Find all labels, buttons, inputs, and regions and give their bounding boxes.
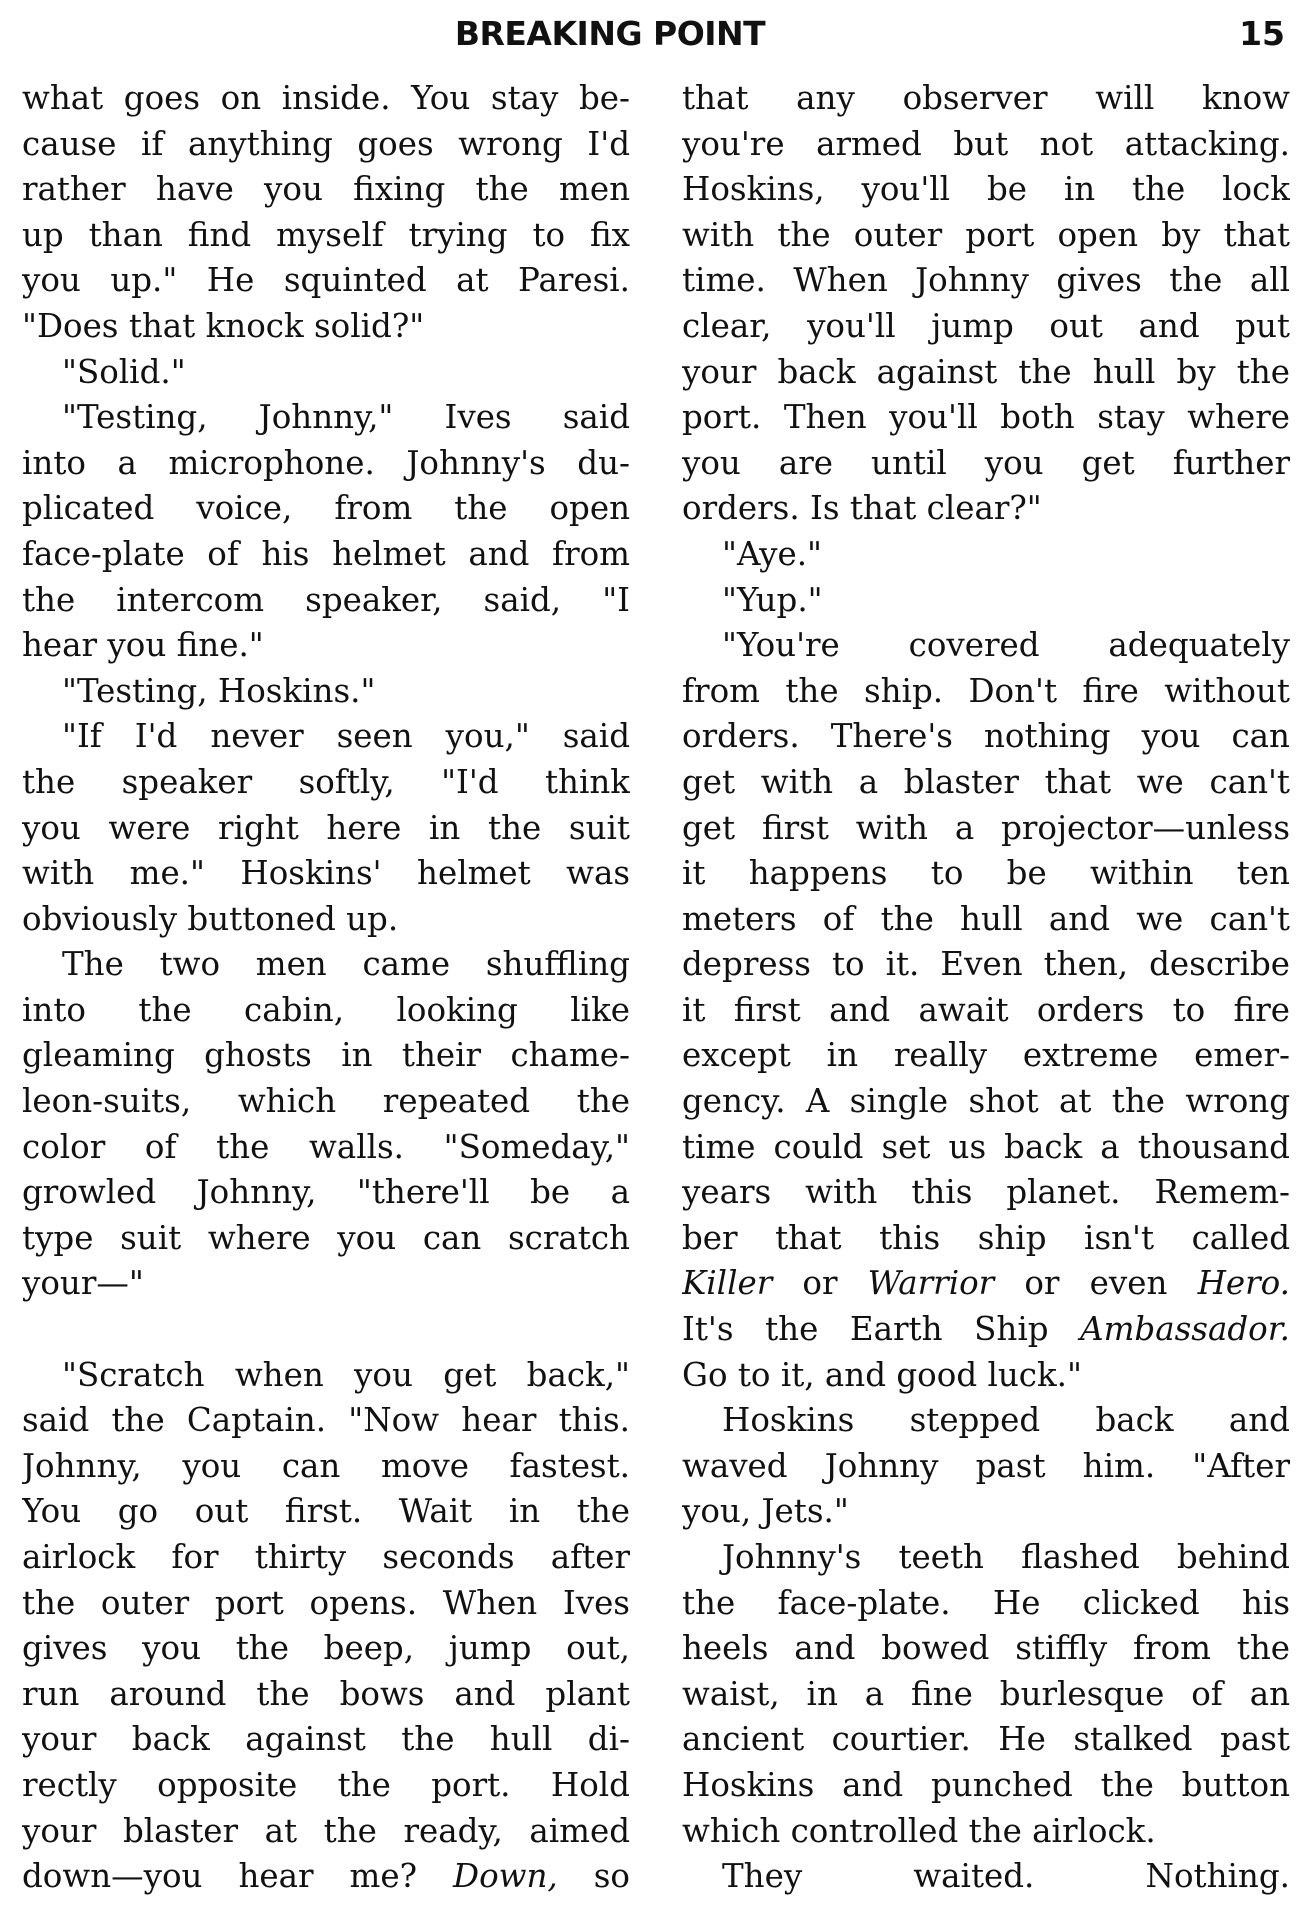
text-line: They waited. Nothing.: [722, 1857, 1290, 1896]
text-line: rather have you fixing the men: [22, 170, 630, 209]
text-segment: down—you hear me?: [22, 1857, 454, 1896]
text-line: you up." He squinted at Paresi.: [22, 261, 630, 300]
text-line: that any observer will know: [682, 79, 1290, 117]
text-segment: It's the Earth Ship: [682, 1310, 1081, 1349]
running-title: BREAKING POINT: [454, 14, 766, 53]
text-line: run around the bows and plant: [22, 1674, 630, 1713]
text-line: "Testing, Johnny," Ives said: [62, 398, 630, 437]
text-line: you're armed but not attacking.: [682, 124, 1290, 163]
text-line: growled Johnny, "there'll be a: [22, 1173, 630, 1212]
text-line: Hoskins and punched the button: [682, 1765, 1290, 1804]
text-line: "Aye.": [722, 534, 822, 573]
italic-text: Ambassador.: [1080, 1310, 1290, 1349]
text-line: your—": [22, 1264, 144, 1303]
text-line: Johnny, you can move fastest.: [22, 1446, 630, 1485]
text-line: [682, 1307, 1290, 1353]
right-text-column: [682, 76, 1290, 1900]
text-line: Hoskins stepped back and: [722, 1401, 1290, 1440]
text-line: hear you fine.": [22, 626, 264, 665]
text-line: it happens to be within ten: [682, 854, 1290, 893]
text-line: The two men came shuffling: [62, 945, 630, 984]
text-line: with the outer port open by that: [682, 215, 1290, 254]
text-line: ber that this ship isn't called: [682, 1218, 1290, 1257]
text-line: port. Then you'll both stay where: [682, 398, 1290, 437]
text-line: airlock for thirty seconds after: [22, 1538, 630, 1576]
text-line: your back against the hull by the: [682, 352, 1290, 391]
text-line: [22, 1854, 630, 1900]
text-segment: so: [557, 1857, 630, 1896]
text-line: your back against the hull di-: [22, 1720, 630, 1759]
text-line: into a microphone. Johnny's du-: [22, 443, 630, 482]
text-line: time. When Johnny gives the all: [682, 261, 1290, 300]
text-line: into the cabin, looking like: [22, 990, 630, 1029]
text-line: Johnny's teeth flashed behind: [722, 1538, 1290, 1576]
text-line: obviously buttoned up.: [22, 899, 399, 938]
text-line: get with a blaster that we can't: [682, 762, 1290, 801]
text-line: meters of the hull and we can't: [682, 899, 1290, 938]
text-line: color of the walls. "Someday,": [22, 1127, 630, 1166]
text-line: it first and await orders to fire: [682, 990, 1290, 1029]
text-line: plicated voice, from the open: [22, 489, 630, 528]
italic-text: Warrior: [867, 1264, 995, 1303]
text-line: time could set us back a thousand: [682, 1127, 1290, 1166]
text-line: "Solid.": [62, 352, 186, 391]
text-line: except in really extreme emer-: [682, 1036, 1290, 1075]
left-text-column: [22, 76, 630, 1900]
text-line: "Does that knock solid?": [22, 306, 425, 345]
text-line: which controlled the airlock.: [682, 1811, 1156, 1850]
page-number: 15: [1239, 14, 1285, 53]
text-line: get first with a projector—unless: [682, 808, 1290, 847]
text-line: Hoskins, you'll be in the lock: [682, 170, 1290, 209]
italic-text: Killer: [682, 1264, 773, 1303]
text-line: leon-suits, which repeated the: [22, 1082, 630, 1121]
text-line: your blaster at the ready, aimed: [22, 1811, 630, 1850]
text-line: years with this planet. Remem-: [682, 1173, 1290, 1212]
text-line: gleaming ghosts in their chame-: [22, 1036, 630, 1075]
text-line: from the ship. Don't fire without: [682, 671, 1290, 710]
text-line: rectly opposite the port. Hold: [22, 1765, 630, 1804]
text-line: face-plate of his helmet and from: [22, 534, 630, 573]
text-line: You go out first. Wait in the: [22, 1492, 630, 1531]
text-line: the face-plate. He clicked his: [682, 1583, 1290, 1622]
text-line: type suit where you can scratch: [22, 1218, 630, 1257]
text-line: the intercom speaker, said, "I: [22, 580, 630, 619]
text-line: Go to it, and good luck.": [682, 1355, 1082, 1394]
text-line: heels and bowed stiffly from the: [682, 1629, 1290, 1668]
italic-text: Down,: [453, 1857, 558, 1896]
text-line: gency. A single shot at the wrong: [682, 1082, 1290, 1121]
text-line: the speaker softly, "I'd think: [22, 762, 630, 801]
text-line: you, Jets.": [682, 1492, 849, 1531]
text-line: [22, 1307, 630, 1353]
text-line: "Yup.": [722, 580, 823, 619]
text-line: "You're covered adequately: [722, 626, 1290, 665]
text-line: gives you the beep, jump out,: [22, 1629, 630, 1668]
text-line: what goes on inside. You stay be-: [22, 79, 630, 117]
text-line: you are until you get further: [682, 443, 1290, 482]
text-line: "Scratch when you get back,": [62, 1355, 630, 1394]
text-line: orders. Is that clear?": [682, 489, 1042, 528]
text-line: with me." Hoskins' helmet was: [22, 854, 630, 893]
text-line: [682, 1261, 1290, 1307]
text-segment: or: [772, 1264, 868, 1303]
text-line: "If I'd never seen you," said: [62, 717, 630, 756]
text-line: ancient courtier. He stalked past: [682, 1720, 1290, 1759]
text-line: up than find myself trying to fix: [22, 215, 630, 254]
text-line: the outer port opens. When Ives: [22, 1583, 630, 1622]
italic-text: Hero.: [1197, 1264, 1290, 1303]
text-line: "Testing, Hoskins.": [62, 671, 376, 710]
text-line: clear, you'll jump out and put: [682, 306, 1290, 345]
text-line: waist, in a fine burlesque of an: [682, 1674, 1290, 1713]
text-segment: or even: [994, 1264, 1198, 1303]
text-line: cause if anything goes wrong I'd: [22, 124, 630, 163]
text-line: orders. There's nothing you can: [682, 717, 1290, 756]
text-line: depress to it. Even then, describe: [682, 945, 1290, 984]
text-line: said the Captain. "Now hear this.: [22, 1401, 630, 1440]
page-header: [0, 14, 1311, 64]
text-line: waved Johnny past him. "After: [682, 1446, 1290, 1485]
text-line: you were right here in the suit: [22, 808, 630, 847]
